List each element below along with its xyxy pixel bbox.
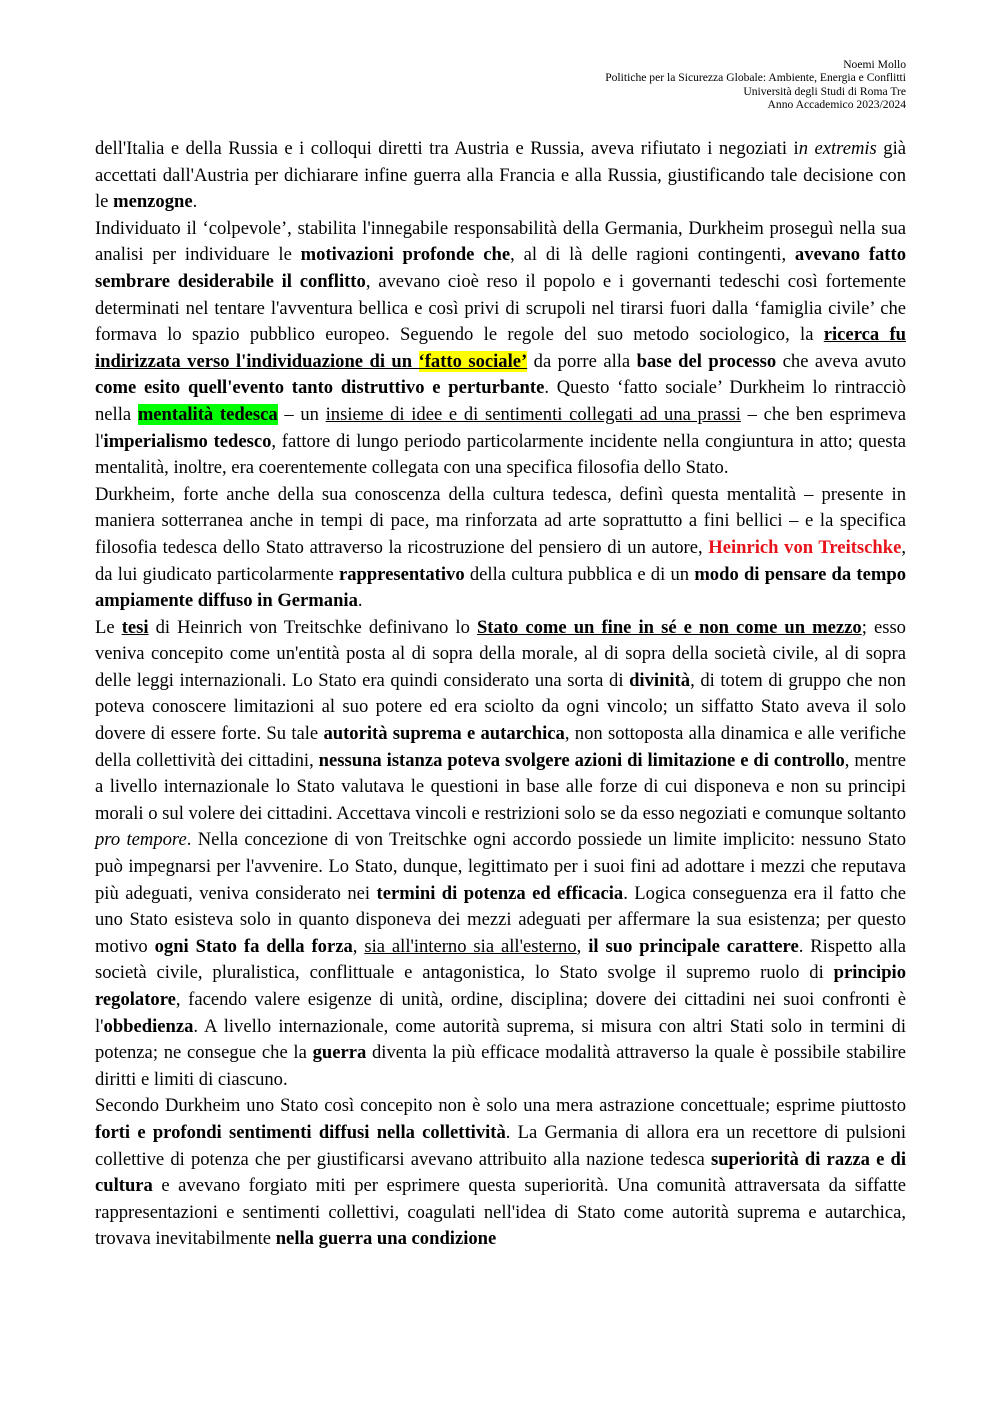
bold-text: guerra [312,1042,367,1064]
red-bold-name: Heinrich von Treitschke [708,536,902,558]
header-author: Noemi Mollo [843,58,906,71]
text-run: – un [277,403,326,425]
text-run: e avevano forgiato miti per esprimere questa superiorità. Una comunità attraversata da siffatte rappresentazioni e sentimenti collettivi, coagulati nell'idea di Stato come autorità suprema e autarchica, trovava inevitabilmente [95,1175,906,1250]
bold-text: principio regolatore [95,962,906,1010]
bold-text: base del processo [636,350,777,372]
text-run: . Nella concezione di von Treitschke ogni accordo possiede un limite implicito: nessuno Stato può impegnarsi per l'avvenire. Lo Stato, dunque, legittimato per i suoi fini ad adottare i mezzi che reputava più adeguati, veniva considerato nei [95,829,906,904]
text-run: , di totem di gruppo che non poteva conoscere limitazioni al suo potere ed era sciolto da ogni vincolo; un siffatto Stato aveva il solo dovere di essere forte. Su tale [95,669,906,745]
text-run: . Rispetto alla società civile, pluralistica, conflittuale e antagonistica, lo Stato svolge il supremo ruolo di [95,935,907,984]
bold-text: imperialismo tedesco [103,430,272,452]
text-run: Secondo Durkheim uno Stato così concepito non è solo una mera astrazione concettuale; esprime piuttosto [95,1095,906,1117]
text-run: , facendo valere esigenze di unità, ordine, disciplina; dovere dei cittadini nei suoi confronti è l' [95,989,906,1037]
text-run: – che ben esprimeva l' [95,403,906,452]
text-run: , al di là delle ragioni contingenti, [510,244,795,266]
paragraph-3 [95,482,906,615]
text-run: . La Germania di allora era un recettore di pulsioni collettive di potenza che per giustificarsi avevano attribuito alla nazione tedesca [95,1121,906,1170]
text-run: . [192,191,198,213]
bold-text: termini di potenza ed efficacia [376,882,624,904]
italic-text: pro tempore [95,829,187,851]
bold-text: rappresentativo [338,563,465,585]
text-run: di Heinrich von Treitschke definivano lo [148,616,477,638]
bold-text: forti e profondi sentimenti diffusi nella collettività [95,1121,506,1143]
bold-text: avevano fatto sembrare desiderabile il conflitto [95,244,906,292]
text-run: . A livello internazionale, come autorità suprema, si misura con altri Stati solo in termini di potenza; ne consegue che la [95,1015,906,1064]
underlined-bold-text: tesi [121,616,149,638]
text-run: , non sottoposta alla dinamica e alle verifiche della collettività dei cittadini, [95,723,906,771]
underlined-text: insieme di idee e di sentimenti collegati ad una prassi [325,403,741,425]
bold-text: autorità suprema e autarchica [323,723,565,745]
bold-text: ogni Stato fa della forza [154,935,353,957]
text-run: , [352,935,365,957]
header-course: Politiche per la Sicurezza Globale: Ambiente, Energia e Conflitti [605,71,906,85]
text-run: che aveva avuto [776,350,907,372]
text-run: , da lui giudicato particolarmente [95,536,907,585]
bold-text: come esito quell'evento tanto distruttivo e perturbante [95,377,545,399]
document-body [95,136,906,1253]
underlined-bold-text: Stato come un fine in sé e non come un mezzo [476,616,862,638]
header-academic-year: Anno Accademico 2023/2024 [767,98,906,112]
paragraph-5 [95,1093,906,1253]
bold-text: il suo principale carattere [588,935,799,957]
text-run: , avevano cioè reso il popolo e i governanti tedeschi così fortemente determinati nel tentare l'avventura bellica e così privi di scrupoli nel tirarsi fuori dalla ‘famiglia civile’ che formava lo spazio pubblico europeo. Seguendo le regole del suo metodo sociologico, la [95,270,906,346]
text-run: dell'Italia e della Russia e i colloqui diretti tra Austria e Russia, aveva rifiutato i negoziati i [95,138,799,159]
text-run: . [357,590,363,612]
text-run: Durkheim, forte anche della sua conoscenza della cultura tedesca, definì questa mentalità – presente in maniera sotterranea anche in tempi di pace, ma rinforzata ad arte soprattutto a fini bellici – e la specifica filosofia tedesca dello Stato attraverso la ricostruzione del pensiero di un autore, [95,483,906,558]
italic-text: n extremis [798,138,877,159]
text-run: della cultura pubblica e di un [464,563,695,585]
bold-text: modo di pensare da tempo ampiamente diffuso in Germania [95,563,906,612]
bold-text: nella guerra una condizione [275,1228,497,1250]
paragraph-2 [95,216,906,482]
paragraph-1 [95,136,906,216]
text-run: già accettati dall'Austria per dichiarare infine guerra alla Francia e alla Russia, giustificando tale decisione con le [95,138,907,213]
text-run: , mentre a livello internazionale lo Stato valutava le questioni in base alle forze di cui disponeva e non su principi morali o sul volere dei cittadini. Accettava vincoli e restrizioni solo se da esso negoziati e comunque soltanto [95,749,906,824]
bold-text: menzogne [113,191,193,213]
text-run: . Logica conseguenza era il fatto che uno Stato esisteva solo in quanto disponeva dei mezzi adeguati per affermare la sua esistenza; per questo motivo [95,882,906,957]
text-run: Le [95,616,122,638]
text-run: , fattore di lungo periodo particolarmente incidente nella congiuntura in atto; questa mentalità, inoltre, era coerentemente collegata con una specifica filosofia dello Stato. [95,430,906,479]
bold-text: obbedienza [103,1015,194,1037]
text-run: , [576,935,589,957]
text-run: da porre alla [527,350,637,372]
green-highlight: mentalità tedesca [137,403,278,425]
page-header [605,58,906,112]
text-run: diventa la più efficace modalità attraverso la quale è possibile stabilire diritti e limiti di ciascuno. [95,1042,906,1090]
text-run: . Questo ‘fatto sociale’ Durkheim lo rintracciò nella [95,377,906,425]
bold-text: motivazioni profonde che [300,244,511,266]
bold-text: superiorità di razza e di cultura [95,1148,906,1197]
bold-text: divinità [629,669,691,691]
text-run: ricerca fu indirizzata verso l'individuazione di un [95,324,906,372]
underlined-text: sia all'interno sia all'esterno [364,935,577,957]
header-university: Università degli Studi di Roma Tre [743,84,906,98]
yellow-highlight: ‘fatto sociale’ [418,350,528,372]
bold-text: nessuna istanza poteva svolgere azioni di limitazione e di controllo [318,749,845,771]
text-run: ; esso veniva concepito come un'entità posta al di sopra della morale, al di sopra della società civile, al di sopra delle leggi internazionali. Lo Stato era quindi considerato una sorta di [95,616,906,691]
paragraph-4 [95,615,906,1094]
text-run: Individuato il ‘colpevole’, stabilita l'innegabile responsabilità della Germania, Durkheim proseguì nella sua analisi per individuare le [95,217,906,266]
